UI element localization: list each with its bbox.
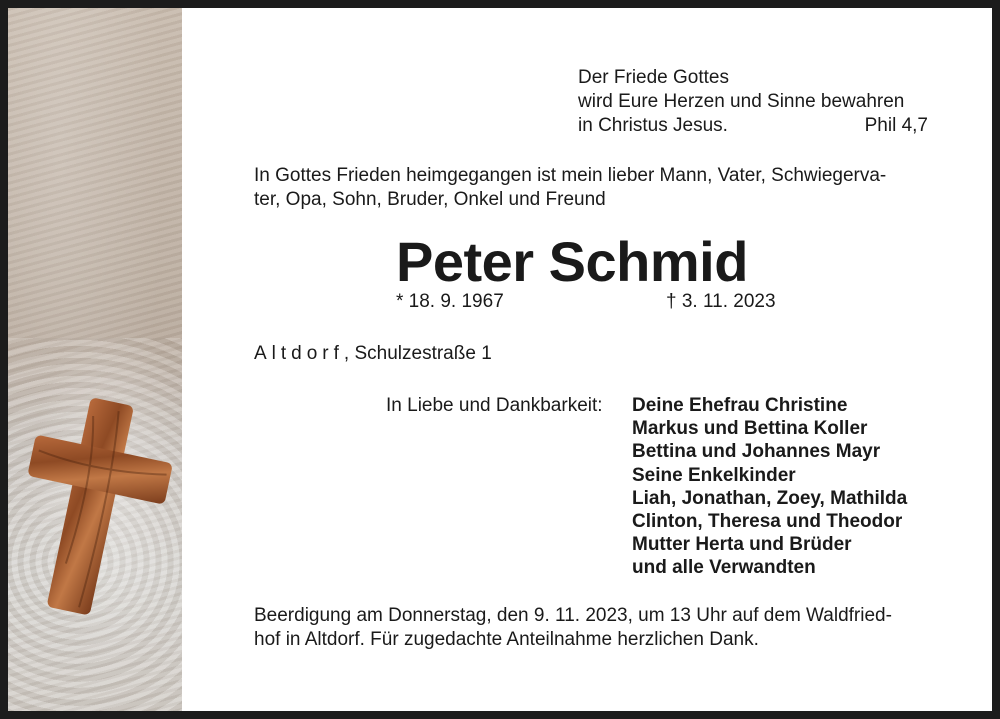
funeral-line: hof in Altdorf. Für zugedachte Anteilnahme herzlichen Dank. [254, 629, 759, 650]
mourner-line: Clinton, Theresa und Theodor [632, 510, 903, 532]
bible-verse [578, 66, 928, 138]
intro-line: In Gottes Frieden heimgegangen ist mein lieber Mann, Vater, Schwiegerva- [254, 165, 887, 186]
deceased-name: Peter Schmid [396, 230, 748, 293]
mourner-line: Mutter Herta und Brüder [632, 534, 852, 556]
address-street: , Schulzestraße 1 [343, 343, 492, 364]
verse-reference: Phil 4,7 [864, 115, 928, 136]
mourner-line: Bettina und Johannes Mayr [632, 441, 881, 463]
intro-text [254, 164, 934, 212]
thanks-label: In Liebe und Dankbarkeit: [386, 395, 603, 416]
birth-date: * 18. 9. 1967 [396, 291, 504, 312]
address-town: Altdorf [254, 343, 344, 364]
wooden-cross-icon [8, 8, 182, 711]
intro-line: ter, Opa, Sohn, Bruder, Onkel und Freund [254, 189, 606, 210]
funeral-line: Beerdigung am Donnerstag, den 9. 11. 2023, um 13 Uhr auf dem Waldfried- [254, 605, 892, 626]
mourners-list [632, 394, 907, 580]
verse-line: in Christus Jesus. [578, 115, 728, 136]
mourner-line: Markus und Bettina Koller [632, 418, 868, 440]
death-date: † 3. 11. 2023 [666, 291, 776, 312]
verse-last-row [578, 114, 928, 138]
mourner-line: Seine Enkelkinder [632, 464, 796, 486]
mourner-line: Deine Ehefrau Christine [632, 395, 848, 416]
verse-line: wird Eure Herzen und Sinne bewahren [578, 91, 905, 112]
obituary-card [8, 8, 992, 711]
sand-beach-cross-image [8, 8, 182, 711]
verse-line: Der Friede Gottes [578, 67, 729, 88]
funeral-notice [254, 604, 954, 652]
mourner-line: und alle Verwandten [632, 557, 816, 579]
mourner-line: Liah, Jonathan, Zoey, Mathilda [632, 487, 908, 509]
address [254, 342, 492, 366]
